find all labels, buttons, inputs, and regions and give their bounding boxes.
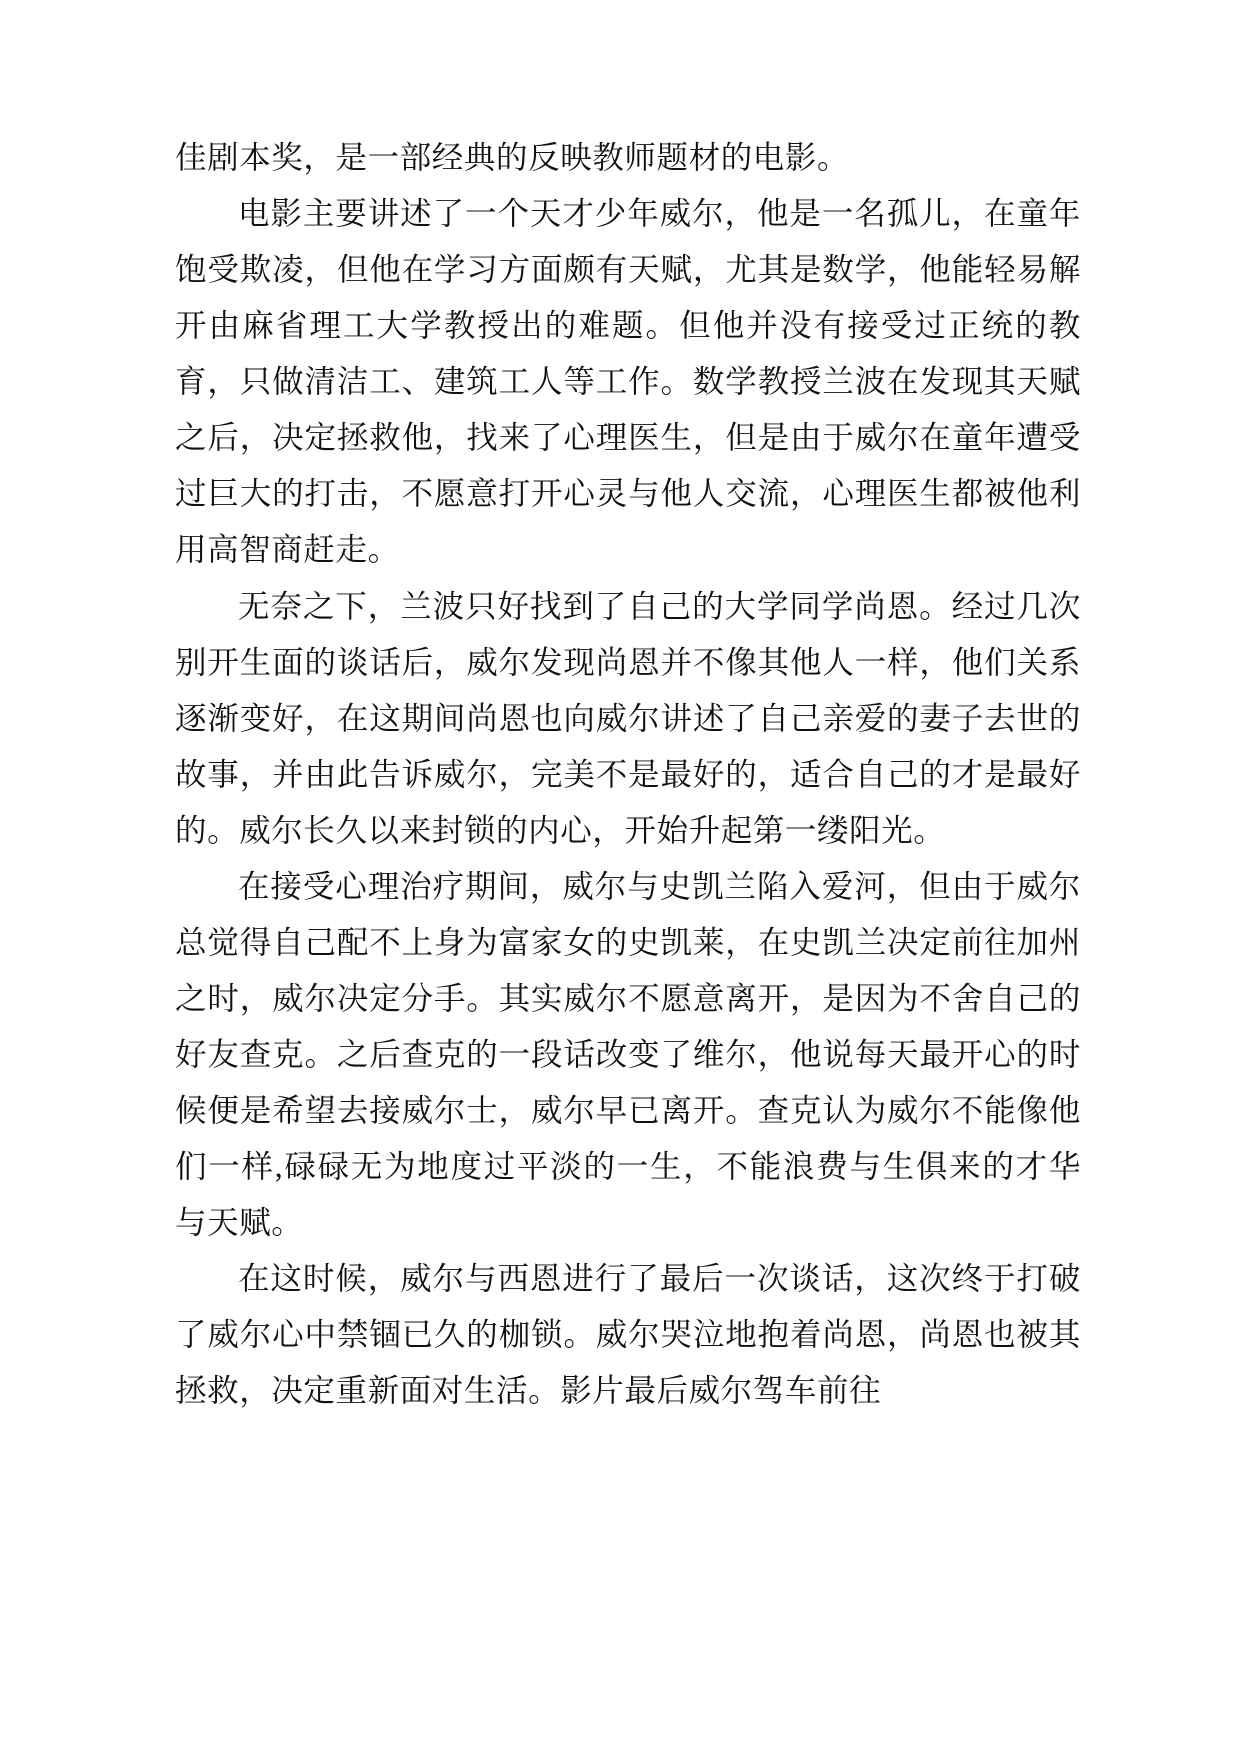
paragraph: 无奈之下，兰波只好找到了自己的大学同学尚恩。经过几次别开生面的谈话后，威尔发现尚恩并不像其他人一样，他们关系逐渐变好，在这期间尚恩也向威尔讲述了自己亲爱的妻子去世的故事，并由此告诉威尔，完美不是最好的，适合自己的才是最好的。威尔长久以来封锁的内心，开始升起第一缕阳光。 <box>175 588 1081 848</box>
paragraph: 电影主要讲述了一个天才少年威尔，他是一名孤儿，在童年饱受欺凌，但他在学习方面颇有天赋，尤其是数学，他能轻易解开由麻省理工大学教授出的难题。但他并没有接受过正统的教育，只做清洁工、建筑工人等工作。数学教授兰波在发现其天赋之后，决定拯救他，找来了心理医生，但是由于威尔在童年遭受过巨大的打击，不愿意打开心灵与他人交流，心理医生都被他利用高智商赶走。 <box>175 196 1081 568</box>
document-body <box>175 130 1081 1419</box>
paragraph: 佳剧本奖，是一部经典的反映教师题材的电影。 <box>175 140 850 175</box>
paragraph: 在接受心理治疗期间，威尔与史凯兰陷入爱河，但由于威尔总觉得自己配不上身为富家女的史凯莱，在史凯兰决定前往加州之时，威尔决定分手。其实威尔不愿意离开，是因为不舍自己的好友查克。之后查克的一段话改变了维尔，他说每天最开心的时候便是希望去接威尔士，威尔早已离开。查克认为威尔不能像他们一样,碌碌无为地度过平淡的一生，不能浪费与生俱来的才华与天赋。 <box>175 868 1081 1241</box>
paragraph: 在这时候，威尔与西恩进行了最后一次谈话，这次终于打破了威尔心中禁锢已久的枷锁。威尔哭泣地抱着尚恩，尚恩也被其拯救，决定重新面对生活。影片最后威尔驾车前往 <box>175 1261 1081 1409</box>
